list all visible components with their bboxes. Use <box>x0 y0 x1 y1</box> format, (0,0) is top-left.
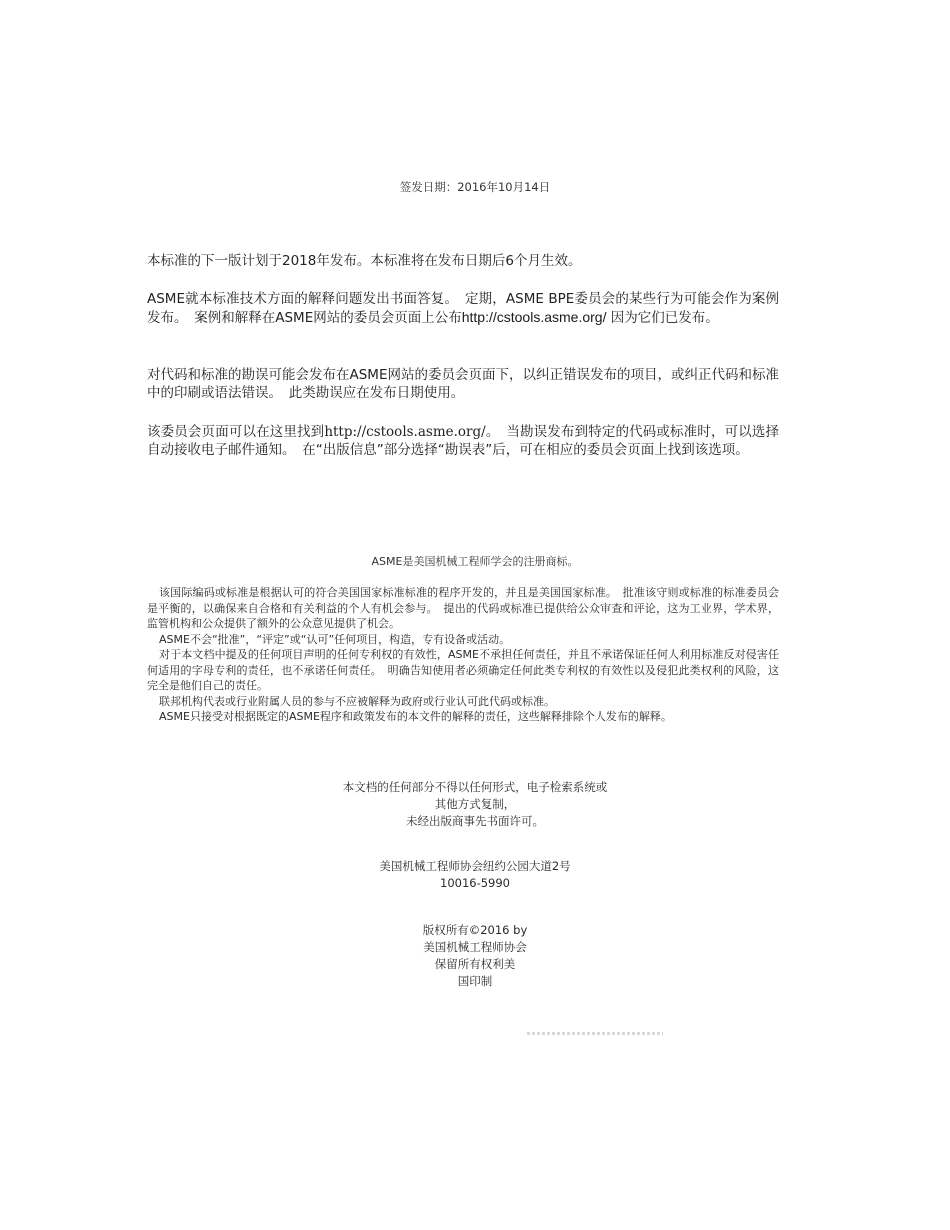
faint-mark <box>527 1032 663 1035</box>
copyright-line: 国印制 <box>457 974 493 988</box>
address-line: 美国机械工程师协会纽约公园大道2号 <box>379 859 571 873</box>
address-line: 10016-5990 <box>440 876 510 890</box>
legal-paragraph: 该国际编码或标准是根据认可的符合美国国家标准标准的程序开发的，并且是美国国家标准。 批准该守则或标准的标准委员会是平衡的，以确保来自合格和有关利益的个人有机会参与。 提出的代码或标准已提供给公众审查和评论，这为工业界，学术界，监管机构和公众提供了额外的公众意见提供了机会。 <box>147 586 779 630</box>
reproduction-line: 其他方式复制， <box>434 797 516 811</box>
cstools-link[interactable]: http://cstools.asme.org/ <box>461 309 607 325</box>
committee-text-end: 。 当勘误发布到特定的代码或标准时，可以选择自动接收电子邮件通知。 在“出版信息”部分选择“勘误表”后，可在相应的委员会页面上找到该选项。 <box>147 424 780 458</box>
next-edition-text: 本标准的下一版计划于2018年发布。本标准将在发布日期后6个月生效。 <box>147 253 582 269</box>
reproduction-line: 未经出版商事先书面许可。 <box>406 814 544 828</box>
copyright-notice <box>0 922 950 990</box>
next-edition-paragraph <box>147 252 779 270</box>
errata-paragraph <box>147 366 779 402</box>
interpretations-paragraph <box>147 290 779 327</box>
legal-paragraph: ASME只接受对根据既定的ASME程序和政策发布的本文件的解释的责任，这些解释排除个人发布的解释。 <box>159 710 672 723</box>
committee-text: 该委员会页面可以在这里找到 <box>147 424 325 440</box>
legal-paragraph: 联邦机构代表或行业附属人员的参与不应被解释为政府或行业认可此代码或标准。 <box>159 694 555 708</box>
committee-link[interactable]: http://cstools.asme.org/ <box>324 424 486 440</box>
committee-paragraph <box>147 423 779 459</box>
legal-paragraph: ASME不会“批准”，“评定”或“认可”任何项目，构造，专有设备或活动。 <box>159 632 511 646</box>
copyright-line: 版权所有©2016 by <box>422 923 528 937</box>
reproduction-line: 本文档的任何部分不得以任何形式，电子检索系统或 <box>342 780 608 794</box>
copyright-line: 美国机械工程师协会 <box>423 940 527 954</box>
trademark-notice: ASME是美国机械工程师学会的注册商标。 <box>371 555 579 568</box>
legal-notice <box>147 585 779 725</box>
interpretations-text: ASME就本标准技术方面的解释问题发出书面答复。 定期，ASME BPE委员会的某些行为可能会作为案例发布。 案例和解释在ASME网站的委员会页面上公布 <box>147 291 779 326</box>
interpretations-text-end: 因为它们已发布。 <box>606 310 719 326</box>
legal-paragraph: 对于本文档中提及的任何项目声明的任何专利权的有效性，ASME不承担任何责任，并且不承诺保证任何人利用标准反对侵害任何适用的字母专利的责任，也不承诺任何责任。 明确告知使用者必须确定任何此类专利权的有效性以及侵犯此类权利的风险，这完全是他们自己的责任。 <box>147 648 779 692</box>
errata-text: 对代码和标准的勘误可能会发布在ASME网站的委员会页面下，以纠正错误发布的项目，或纠正代码和标准中的印刷或语法错误。 此类勘误应在发布日期使用。 <box>147 367 779 401</box>
copyright-line: 保留所有权利美 <box>434 957 516 971</box>
issue-date: 签发日期：2016年10月14日 <box>399 180 551 194</box>
reproduction-notice <box>0 779 950 830</box>
publisher-address <box>0 858 950 892</box>
